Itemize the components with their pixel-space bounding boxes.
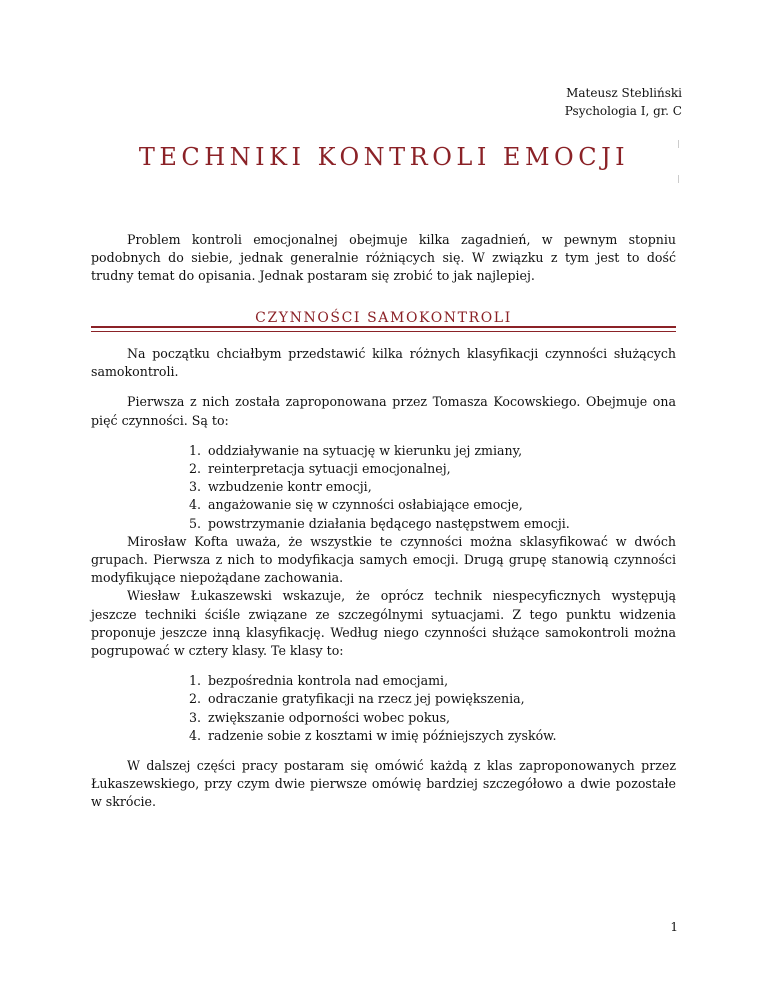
list-number: 3. (189, 709, 202, 725)
list-number: 2. (189, 461, 202, 477)
list-number: 1. (189, 442, 202, 458)
list-text: odraczanie gratyfikacji na rzecz jej powiększenia, (208, 691, 525, 707)
author-course: Psychologia I, gr. C (564, 104, 682, 118)
section-rule (91, 326, 676, 328)
list-number: 3. (189, 479, 202, 495)
classification-list-kocowski (91, 442, 676, 533)
list-item (91, 727, 676, 745)
list-text: powstrzymanie działania będącego następstwem emocji. (208, 515, 570, 531)
paragraph: Wiesław Łukaszewski wskazuje, że oprócz technik niespecyficznych występują jeszcze techniki ściśle związane ze szczególnymi sytuacjami. Z tego punktu widzenia proponuje jeszcze inną klasyfikację. Według niego czynności służące samokontroli można pogrupować w cztery klasy. Te klasy to: (91, 588, 676, 659)
list-item (91, 460, 676, 478)
paragraph: W dalszej części pracy postaram się omówić każdą z klas zaproponowanych przez Łukaszewskiego, przy czym dwie pierwsze omówię bardziej szczegółowo a dwie pozostałe w skrócie. (91, 758, 676, 810)
list-item (91, 442, 676, 460)
page-number: 1 (670, 920, 678, 934)
section-heading: CZYNNOŚCI SAMOKONTROLI (255, 310, 512, 326)
list-number: 4. (189, 497, 202, 513)
list-item (91, 515, 676, 533)
classification-list-lukaszewski (91, 672, 676, 745)
intro-paragraph: Problem kontroli emocjonalnej obejmuje kilka zagadnień, w pewnym stopniu podobnych do siebie, jednak generalnie różniących się. W związku z tym jest to dość trudny temat do opisania. Jednak postaram się zrobić to jak najlepiej. (91, 232, 676, 284)
paragraph: Na początku chciałbym przedstawić kilka różnych klasyfikacji czynności służących samokontroli. (91, 346, 676, 380)
paragraph: Mirosław Kofta uważa, że wszystkie te czynności można sklasyfikować w dwóch grupach. Pierwsza z nich to modyfikacja samych emocji. Drugą grupę stanowią czynności modyfikujące niepożądane zachowania. (91, 533, 676, 586)
page-title: TECHNIKI KONTROLI EMOCJI (138, 143, 630, 171)
intro-block (91, 231, 676, 286)
list-item (91, 709, 676, 727)
author-name: Mateusz Stebliński (566, 86, 682, 100)
list-item (91, 690, 676, 708)
margin-mark (678, 175, 679, 183)
list-number: 1. (189, 673, 202, 689)
list-text: bezpośrednia kontrola nad emocjami, (208, 673, 449, 689)
section-rule-thin (91, 331, 676, 332)
list-number: 2. (189, 691, 202, 707)
list-text: oddziaływanie na sytuację w kierunku jej zmiany, (208, 442, 523, 458)
list-item (91, 496, 676, 514)
list-text: radzenie sobie z kosztami w imię późniejszych zysków. (208, 727, 557, 743)
list-text: zwiększanie odporności wobec pokus, (208, 709, 451, 725)
list-text: angażowanie się w czynności osłabiające emocje, (208, 497, 523, 513)
list-item (91, 672, 676, 690)
list-text: wzbudzenie kontr emocji, (208, 479, 372, 495)
list-item (91, 478, 676, 496)
author-block (565, 84, 682, 120)
section-body (91, 345, 676, 812)
paragraph: Pierwsza z nich została zaproponowana przez Tomasza Kocowskiego. Obejmuje ona pięć czynności. Są to: (91, 394, 676, 428)
list-text: reinterpretacja sytuacji emocjonalnej, (208, 461, 451, 477)
list-number: 5. (189, 515, 202, 531)
list-number: 4. (189, 727, 202, 743)
